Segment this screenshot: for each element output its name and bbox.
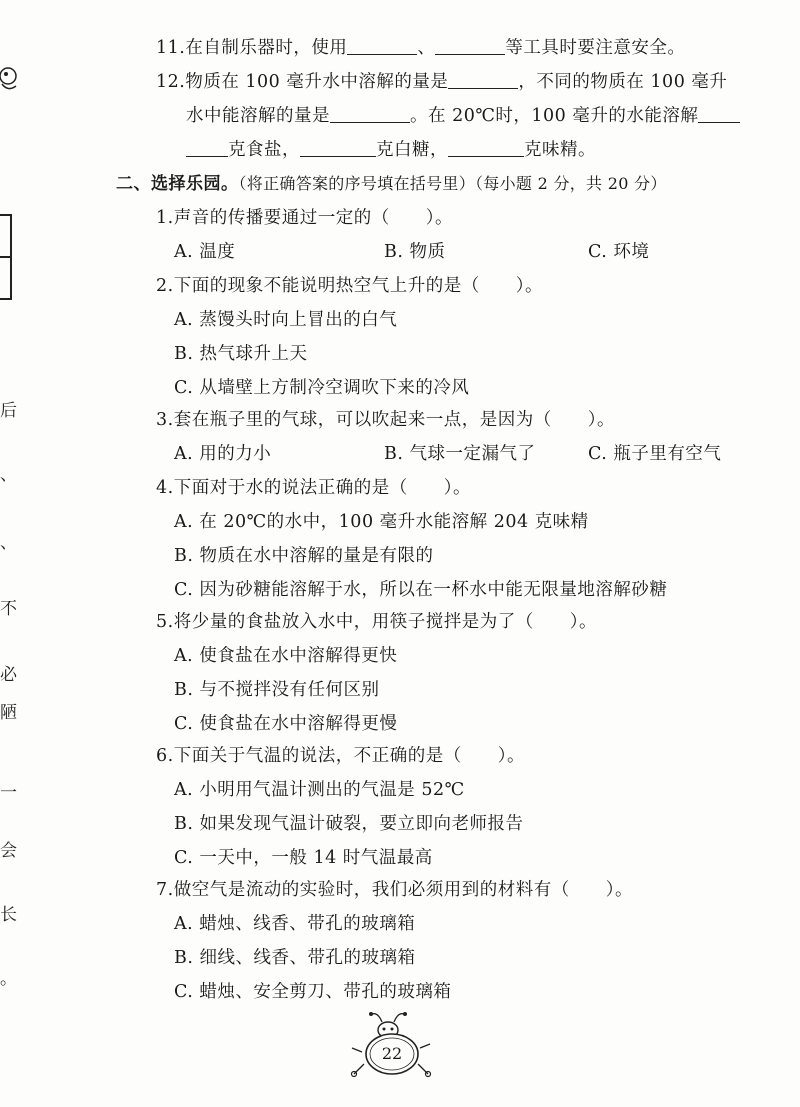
option-a: A. 小明用气温计测出的气温是 52℃ bbox=[174, 780, 465, 800]
question-stem-end: ）。 bbox=[515, 276, 543, 296]
question-stem: 1.声音的传播要通过一定的（ bbox=[156, 208, 390, 228]
page-number-badge bbox=[348, 1008, 432, 1086]
separator: 、 bbox=[417, 38, 436, 58]
question-stem: 6.下面关于气温的说法，不正确的是（ bbox=[156, 746, 462, 766]
option-b: B. 物质在水中溶解的量是有限的 bbox=[174, 546, 434, 566]
question-12-line-3 bbox=[186, 134, 596, 166]
margin-char: 会 bbox=[0, 841, 17, 861]
answer-blank[interactable] bbox=[698, 102, 740, 123]
option-a: A. 使食盐在水中溶解得更快 bbox=[174, 646, 398, 666]
question-text: 11.在自制乐器时，使用 bbox=[156, 38, 348, 58]
answer-blank[interactable] bbox=[186, 136, 228, 157]
option-a: A. 用的力小 bbox=[174, 444, 272, 464]
option-c: C. 因为砂糖能溶解于水，所以在一杯水中能无限量地溶解砂糖 bbox=[174, 580, 668, 600]
option-c: C. 蜡烛、安全剪刀、带孔的玻璃箱 bbox=[174, 982, 452, 1002]
option-b: B. 如果发现气温计破裂，要立即向老师报告 bbox=[174, 814, 524, 834]
section-title: 二、选择乐园。 bbox=[116, 174, 239, 194]
question-text: 等工具时要注意安全。 bbox=[505, 38, 686, 58]
option-a: A. 蒸馒头时向上冒出的白气 bbox=[174, 310, 398, 330]
option-b: B. 物质 bbox=[384, 242, 446, 262]
question-text: 克白糖， bbox=[376, 140, 448, 160]
margin-char: 。 bbox=[0, 969, 17, 989]
margin-score-box bbox=[0, 214, 12, 300]
question-text: 水中能溶解的量是 bbox=[186, 106, 330, 126]
question-text: 克食盐， bbox=[228, 140, 300, 160]
question-stem-end: ）。 bbox=[443, 478, 471, 498]
option-c: C. 环境 bbox=[588, 242, 650, 262]
margin-char: 陋 bbox=[0, 703, 17, 723]
question-text: 克味精。 bbox=[524, 140, 596, 160]
left-margin bbox=[0, 0, 26, 1107]
margin-char: 长 bbox=[0, 905, 17, 925]
question-5 bbox=[156, 606, 597, 638]
question-stem: 4.下面对于水的说法正确的是（ bbox=[156, 478, 408, 498]
question-text: 12.物质在 100 毫升水中溶解的量是 bbox=[156, 72, 449, 92]
option-a: A. 温度 bbox=[174, 242, 236, 262]
answer-blank[interactable] bbox=[448, 136, 524, 157]
question-stem-end: ）。 bbox=[605, 880, 633, 900]
margin-char: 、 bbox=[0, 465, 17, 485]
margin-char: 、 bbox=[0, 533, 17, 553]
question-stem: 7.做空气是流动的实验时，我们必须用到的材料有（ bbox=[156, 880, 570, 900]
option-b: B. 细线、线香、带孔的玻璃箱 bbox=[174, 948, 416, 968]
option-c: C. 使食盐在水中溶解得更慢 bbox=[174, 714, 398, 734]
question-4 bbox=[156, 472, 471, 504]
question-stem-end: ）。 bbox=[587, 410, 615, 430]
margin-char: 不 bbox=[0, 599, 17, 619]
question-2 bbox=[156, 270, 543, 302]
option-a: A. 蜡烛、线香、带孔的玻璃箱 bbox=[174, 914, 416, 934]
question-stem: 3.套在瓶子里的气球，可以吹起来一点，是因为（ bbox=[156, 410, 552, 430]
question-text: ，不同的物质在 100 毫升 bbox=[518, 72, 728, 92]
margin-char: 后 bbox=[0, 401, 17, 421]
margin-char: 一 bbox=[0, 783, 17, 803]
question-1 bbox=[156, 202, 453, 234]
question-stem-end: ）。 bbox=[497, 746, 525, 766]
question-6 bbox=[156, 740, 525, 772]
page-number: 22 bbox=[381, 1044, 403, 1063]
option-b: B. 气球一定漏气了 bbox=[384, 444, 536, 464]
option-b: B. 与不搅拌没有任何区别 bbox=[174, 680, 380, 700]
question-11 bbox=[156, 32, 685, 64]
option-c: C. 瓶子里有空气 bbox=[588, 444, 722, 464]
question-stem: 2.下面的现象不能说明热空气上升的是（ bbox=[156, 276, 480, 296]
question-stem-end: ）。 bbox=[425, 208, 453, 228]
section-instruction: （将正确答案的序号填在括号里）（每小题 2 分，共 20 分） bbox=[238, 174, 667, 193]
question-text: 。在 20℃时，100 毫升的水能溶解 bbox=[410, 106, 699, 126]
option-b: B. 热气球升上天 bbox=[174, 344, 308, 364]
option-a: A. 在 20℃的水中，100 毫升水能溶解 204 克味精 bbox=[174, 512, 589, 532]
answer-blank[interactable] bbox=[330, 102, 410, 123]
answer-blank[interactable] bbox=[347, 34, 417, 55]
answer-blank[interactable] bbox=[300, 136, 376, 157]
option-c: C. 一天中，一般 14 时气温最高 bbox=[174, 848, 433, 868]
question-stem: 5.将少量的食盐放入水中，用筷子搅拌是为了（ bbox=[156, 612, 534, 632]
answer-blank[interactable] bbox=[448, 68, 518, 89]
question-stem-end: ）。 bbox=[569, 612, 597, 632]
question-7 bbox=[156, 874, 633, 906]
answer-blank[interactable] bbox=[435, 34, 505, 55]
section-heading bbox=[116, 168, 667, 200]
bug-decoration-icon bbox=[0, 64, 22, 94]
question-12-line-1 bbox=[156, 66, 727, 98]
margin-char: 必 bbox=[0, 665, 17, 685]
question-3 bbox=[156, 404, 615, 436]
question-12-line-2 bbox=[186, 100, 740, 132]
option-c: C. 从墙壁上方制冷空调吹下来的冷风 bbox=[174, 378, 470, 398]
